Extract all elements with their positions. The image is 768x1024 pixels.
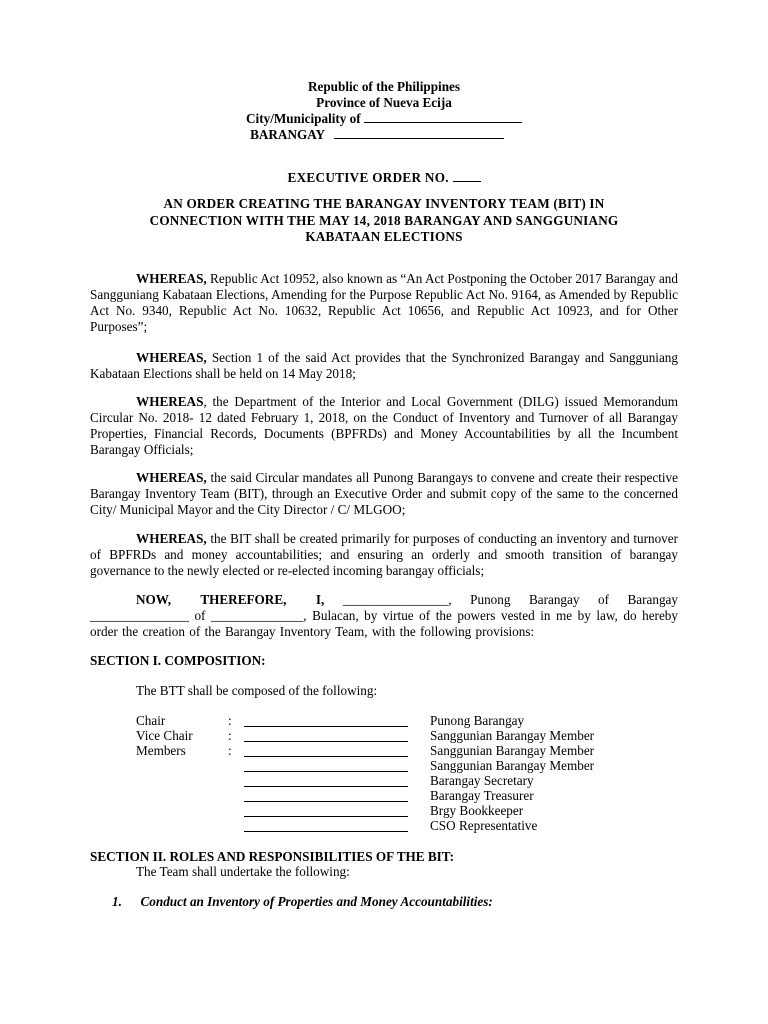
whereas-text: the said Circular mandates all Punong Barangays to convene and create their respective Barangay Inventory Team (BIT), through an Executive Order and submit copy of the same to the concerned City/ Municipal Mayor and the City Director / C/ MLGOO; [90, 470, 678, 517]
composition-position: Sanggunian Barangay Member [430, 743, 595, 758]
item-text: Conduct an Inventory of Properties and Money Accountabilities: [140, 894, 493, 909]
executive-order-number-blank [453, 170, 481, 182]
name-blank [244, 726, 408, 727]
composition-colon: : [228, 743, 232, 758]
composition-row [136, 773, 656, 788]
section-1-intro: The BTT shall be composed of the following: [136, 683, 378, 698]
section-2-heading: SECTION II. ROLES AND RESPONSIBILITIES OF THE BIT: [90, 849, 454, 864]
composition-row [136, 758, 656, 773]
city-blank [364, 111, 522, 123]
barangay-label: BARANGAY [250, 127, 325, 142]
barangay-line [0, 127, 768, 143]
composition-position: Barangay Treasurer [430, 788, 534, 803]
whereas-paragraph [90, 531, 678, 579]
composition-role: Chair [136, 713, 166, 728]
composition-row [136, 803, 656, 818]
composition-row [136, 788, 656, 803]
section-2-item-1 [112, 894, 493, 910]
title-line: AN ORDER CREATING THE BARANGAY INVENTORY TEAM (BIT) IN [163, 196, 605, 211]
executive-order-line [0, 170, 768, 186]
order-title [100, 196, 668, 246]
composition-row [136, 728, 656, 743]
composition-position: Barangay Secretary [430, 773, 534, 788]
composition-row [136, 713, 656, 728]
composition-colon: : [228, 728, 232, 743]
item-number: 1. [112, 894, 122, 909]
name-blank [244, 816, 408, 817]
executive-order-label: EXECUTIVE ORDER NO. [287, 170, 449, 185]
whereas-paragraph [90, 271, 678, 335]
barangay-blank [334, 127, 504, 139]
province-line: Province of Nueva Ecija [316, 95, 452, 110]
whereas-paragraph [90, 394, 678, 458]
whereas-paragraph [90, 470, 678, 518]
name-blank [244, 741, 408, 742]
name-blank [244, 801, 408, 802]
city-line [0, 111, 768, 127]
title-line: CONNECTION WITH THE MAY 14, 2018 BARANGAY AND SANGGUNIANG [149, 212, 619, 228]
composition-position: CSO Representative [430, 818, 538, 833]
composition-colon: : [228, 713, 232, 728]
composition-role: Members [136, 743, 186, 758]
composition-position: Sanggunian Barangay Member [430, 758, 595, 773]
whereas-keyword: WHEREAS, [136, 531, 207, 546]
composition-position: Sanggunian Barangay Member [430, 728, 595, 743]
city-label: City/Municipality of [246, 111, 361, 126]
whereas-keyword: WHEREAS [136, 394, 204, 409]
whereas-text: Section 1 of the said Act provides that the Synchronized Barangay and Sangguniang Kabataan Elections shall be held on 14 May 2018; [90, 350, 678, 381]
composition-position: Brgy Bookkeeper [430, 803, 524, 818]
section-2-intro: The Team shall undertake the following: [136, 864, 350, 879]
whereas-keyword: WHEREAS, [136, 470, 207, 485]
composition-role: Vice Chair [136, 728, 193, 743]
whereas-paragraph [90, 350, 678, 382]
name-blank [244, 756, 408, 757]
whereas-keyword: WHEREAS, [136, 271, 207, 286]
whereas-text: the BIT shall be created primarily for purposes of conducting an inventory and turnover of BPFRDs and money accountabilities; and ensuring an orderly and smooth transition of barangay governance to the newly elected or re-elected incoming barangay officials; [90, 531, 678, 578]
now-therefore-keyword: NOW, THEREFORE, I, [136, 592, 325, 607]
document-header [0, 79, 768, 143]
whereas-keyword: WHEREAS, [136, 350, 207, 365]
title-line: KABATAAN ELECTIONS [305, 229, 463, 244]
now-therefore-text: ________________, Punong Barangay of Barangay _______________ of ______________, Bulacan, by virtue of the powers vested in me by law, do hereby order the creation of the Barangay Inventory Team, with the following provisions: [90, 592, 678, 639]
section-1-heading: SECTION I. COMPOSITION: [90, 653, 266, 668]
republic-line: Republic of the Philippines [307, 79, 461, 94]
composition-row [136, 743, 656, 758]
whereas-text: Republic Act 10952, also known as “An Act Postponing the October 2017 Barangay and Sangguniang Kabataan Elections, Amending for the Purpose Republic Act No. 9164, as Amended by Republic Act No. 9340, Republic Act No. 10632, Republic Act 10656, and Republic Act 10923, and for Other Purposes”; [90, 271, 678, 334]
name-blank [244, 771, 408, 772]
name-blank [244, 831, 408, 832]
name-blank [244, 786, 408, 787]
now-therefore-paragraph [90, 592, 678, 640]
composition-position: Punong Barangay [430, 713, 525, 728]
whereas-text: , the Department of the Interior and Local Government (DILG) issued Memorandum Circular No. 2018- 12 dated February 1, 2018, on the Conduct of Inventory and Turnover of all Barangay Properties, Financial Records, Documents (BPFRDs) and Money Accountabilities by all the Incumbent Barangay Officials; [90, 394, 678, 457]
composition-row [136, 818, 656, 833]
